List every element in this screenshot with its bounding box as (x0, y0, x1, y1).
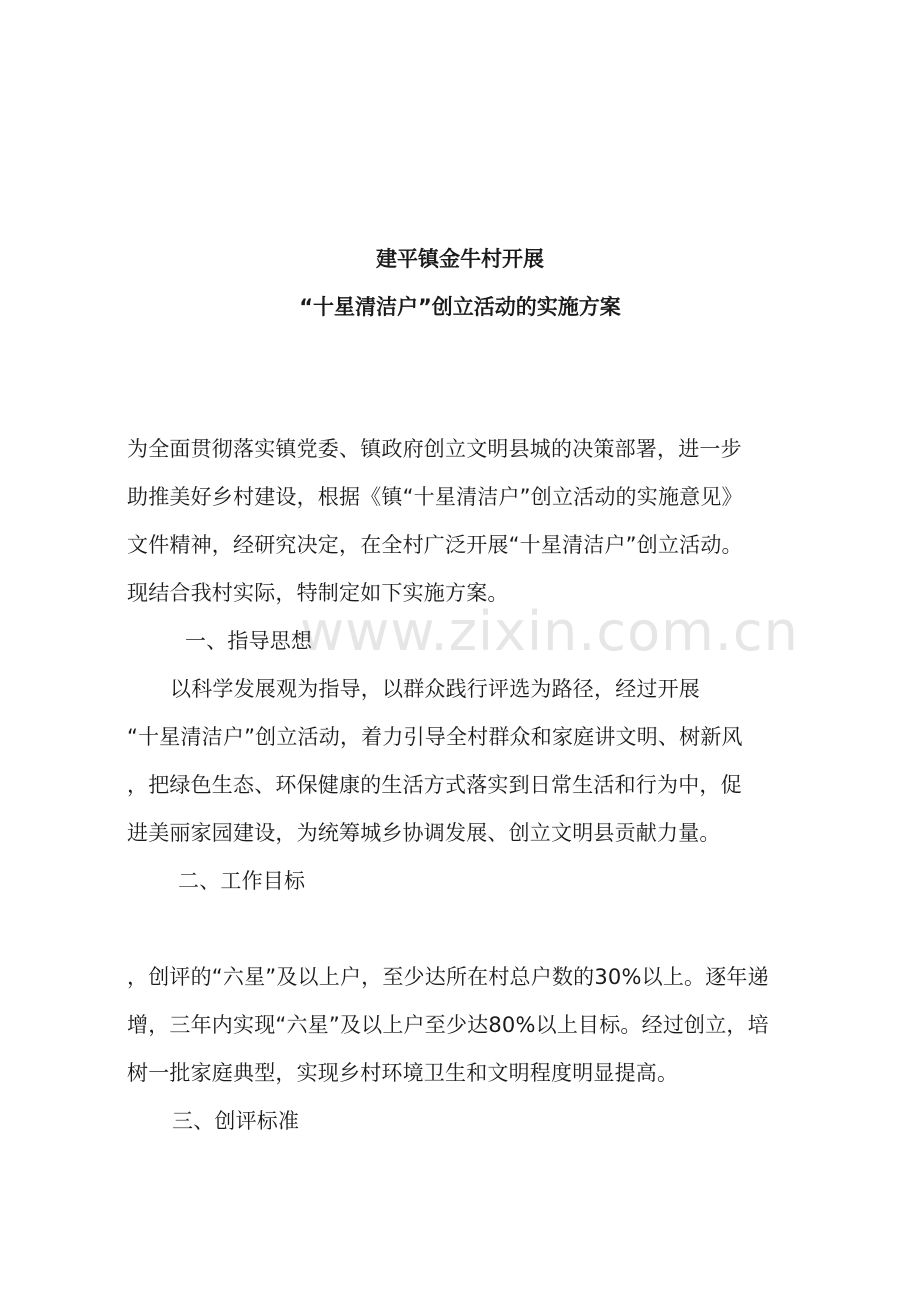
watermark: www.zixin.com.cn (300, 600, 799, 663)
section-2-line-3: 树一批家庭典型，实现乡村环境卫生和文明程度明显提高。 (127, 1061, 679, 1085)
section-2-line-1: ，创评的“六星”及以上户，至少达所在村总户数的30%以上。逐年递 (127, 965, 769, 989)
section-1-line-4: 进美丽家园建设，为统筹城乡协调发展、创立文明县贡献力量。 (127, 821, 721, 845)
section-1-heading: 一、指导思想 (185, 629, 313, 653)
section-2-heading: 二、工作目标 (178, 869, 306, 893)
intro-line-2: 助推美好乡村建设，根据《镇“十星清洁户”创立活动的实施意见》 (127, 485, 743, 509)
section-1-line-2: “十星清洁户”创立活动，着力引导全村群众和家庭讲文明、树新风 (127, 725, 743, 749)
section-3-heading: 三、创评标准 (172, 1109, 300, 1133)
intro-line-3: 文件精神，经研究决定，在全村广泛开展“十星清洁户”创立活动。 (127, 533, 743, 557)
section-1-line-1: 以科学发展观为指导，以群众践行评选为路径，经过开展 (170, 677, 700, 701)
section-2-line-2: 增，三年内实现“六星”及以上户至少达80%以上目标。经过创立，培 (127, 1013, 769, 1037)
section-1-line-3: ，把绿色生态、环保健康的生活方式落实到日常生活和行为中，促 (127, 773, 742, 797)
title-line-1: 建平镇金牛村开展 (376, 247, 544, 271)
intro-line-1: 为全面贯彻落实镇党委、镇政府创立文明县城的决策部署，进一步 (127, 437, 742, 461)
title-line-2: “十星清洁户”创立活动的实施方案 (299, 295, 621, 319)
intro-line-4: 现结合我村实际，特制定如下实施方案。 (127, 581, 509, 605)
